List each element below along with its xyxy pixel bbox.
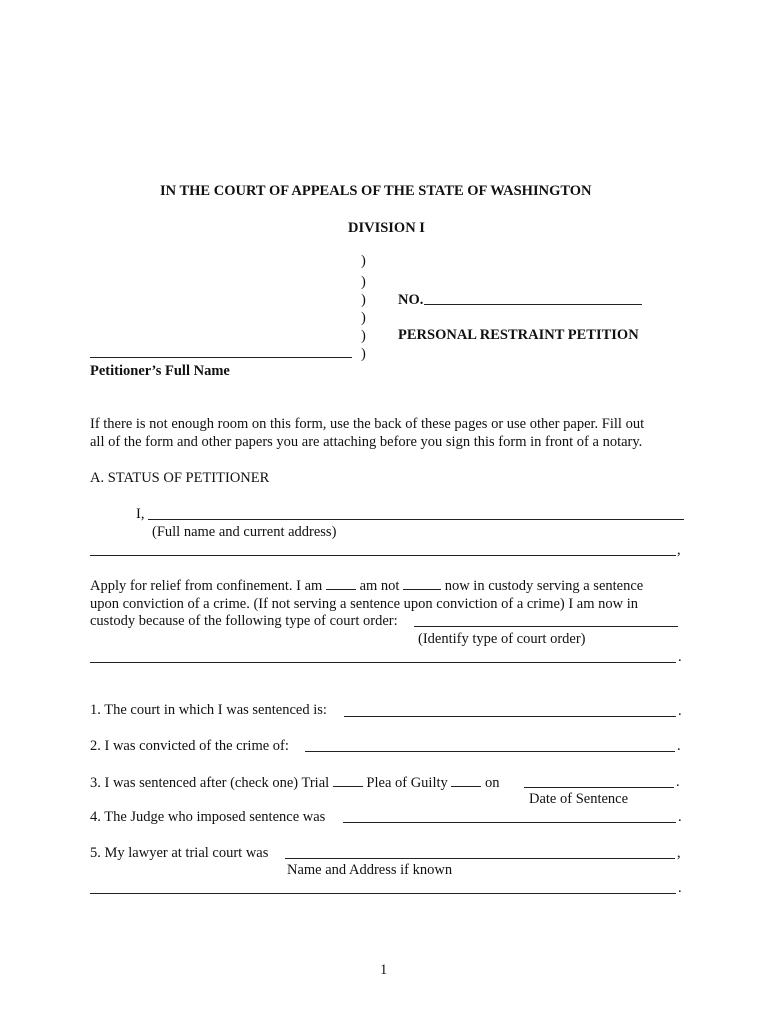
case-number-label: NO. <box>398 292 424 308</box>
question-5-label: 5. My lawyer at trial court was <box>90 845 269 861</box>
question-2-label: 2. I was convicted of the crime of: <box>90 738 289 754</box>
question-4-period: . <box>678 809 682 825</box>
relief-line-3: custody because of the following type of court order: <box>90 613 398 629</box>
question-2-period: . <box>677 738 681 754</box>
judge-field[interactable] <box>343 822 676 823</box>
petitioner-name-field[interactable] <box>90 357 352 358</box>
full-name-field[interactable] <box>148 519 684 520</box>
relief-text-custody: now in custody serving a sentence <box>444 578 644 594</box>
question-3-on-label: on <box>485 775 500 791</box>
court-order-extra-field[interactable] <box>90 662 676 663</box>
relief-text-am-not: am not <box>359 578 400 594</box>
question-3-period: . <box>676 774 680 790</box>
division-title: DIVISION I <box>348 220 425 236</box>
i-label: I, <box>136 506 145 522</box>
question-5-period: . <box>678 880 682 896</box>
question-3-trial-label: 3. I was sentenced after (check one) Trial <box>90 775 330 791</box>
court-order-caption: (Identify type of court order) <box>418 631 586 647</box>
address-field[interactable] <box>90 555 676 556</box>
address-comma: , <box>677 542 681 558</box>
relief-line-1 <box>90 577 643 595</box>
instructions-line-1: If there is not enough room on this form, use the back of these pages or use other paper. Fill out <box>90 416 645 432</box>
caption-paren: ) <box>361 292 366 308</box>
relief-text-am: Apply for relief from confinement. I am <box>90 578 323 594</box>
trial-lawyer-address-field[interactable] <box>90 893 676 894</box>
crime-field[interactable] <box>305 751 675 752</box>
question-4-label: 4. The Judge who imposed sentence was <box>90 809 326 825</box>
instructions-line-2: all of the form and other papers you are attaching before you sign this form in front of a notary. <box>90 434 643 450</box>
full-name-caption: (Full name and current address) <box>152 524 337 540</box>
trial-lawyer-caption: Name and Address if known <box>287 862 453 878</box>
am-not-checkbox[interactable] <box>403 577 441 590</box>
caption-paren: ) <box>361 274 366 290</box>
trial-lawyer-field[interactable] <box>285 858 675 859</box>
caption-paren: ) <box>361 328 366 344</box>
case-number-field[interactable] <box>424 304 642 305</box>
relief-line-2: upon conviction of a crime. (If not serving a sentence upon conviction of a crime) I am now in <box>90 596 639 612</box>
am-checkbox[interactable] <box>326 577 356 590</box>
caption-paren: ) <box>361 253 366 269</box>
sentence-date-caption: Date of Sentence <box>529 791 629 807</box>
question-1-label: 1. The court in which I was sentenced is: <box>90 702 327 718</box>
sentence-date-field[interactable] <box>524 787 674 788</box>
plea-checkbox[interactable] <box>451 774 481 787</box>
sentencing-court-field[interactable] <box>344 716 676 717</box>
caption-paren: ) <box>361 346 366 362</box>
petitioner-name-label: Petitioner’s Full Name <box>90 363 230 379</box>
court-title: IN THE COURT OF APPEALS OF THE STATE OF WASHINGTON <box>160 183 592 199</box>
question-3-plea-label: Plea of Guilty <box>366 775 448 791</box>
caption-paren: ) <box>361 310 366 326</box>
petition-title: PERSONAL RESTRAINT PETITION <box>398 327 639 343</box>
court-order-period: . <box>678 649 682 665</box>
question-3-line <box>90 774 500 792</box>
question-5-comma: , <box>677 845 681 861</box>
court-order-type-field[interactable] <box>414 626 678 627</box>
trial-checkbox[interactable] <box>333 774 363 787</box>
page-number: 1 <box>380 962 388 978</box>
section-a-heading: A. STATUS OF PETITIONER <box>90 470 270 486</box>
question-1-period: . <box>678 703 682 719</box>
